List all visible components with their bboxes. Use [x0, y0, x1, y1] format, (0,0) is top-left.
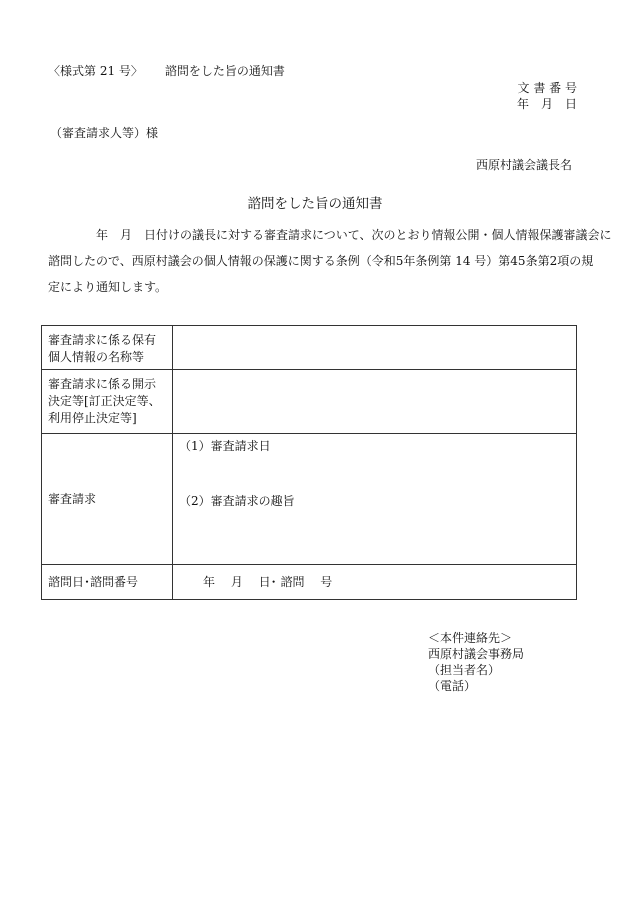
contact-phone: （電話）: [428, 679, 477, 693]
body-line-2: 諮問したので、西原村議会の個人情報の保護に関する条例（令和5年条例第 14 号）第45条第2項の規: [48, 254, 594, 268]
request-date-item: （1）審査請求日: [179, 439, 271, 453]
value-cell-record-name: [173, 326, 577, 370]
label-text: 審査請求に係る保有: [48, 333, 157, 347]
label-cell-consult-date: 諮問日･諮問番号: [42, 565, 173, 600]
body-line-3: 定により通知します。: [48, 280, 168, 294]
label-text: 決定等[訂正決定等、: [48, 394, 161, 408]
label-cell-request: 審査請求: [42, 434, 173, 565]
label-cell-record-name: [42, 326, 173, 370]
body-paragraph: [48, 222, 612, 300]
contact-heading: ＜本件連絡先＞: [428, 631, 513, 645]
document-date: 年 月 日: [516, 97, 577, 111]
table-row: [42, 326, 577, 370]
form-title-small: 諮問をした旨の通知書: [164, 64, 285, 78]
addressee: （審査請求人等）様: [50, 126, 159, 140]
label-text: 利用停止決定等]: [48, 411, 137, 425]
form-number: 〈様式第 21 号〉: [48, 64, 143, 78]
table-row: [42, 434, 577, 565]
contact-block: [428, 630, 524, 694]
value-cell-consult-date: [173, 565, 577, 600]
form-number-line: [48, 62, 285, 79]
document-title: 諮問をした旨の通知書: [247, 196, 383, 212]
label-cell-decision: [42, 370, 173, 434]
contact-office: 西原村議会事務局: [428, 647, 525, 661]
sender: 西原村議会議長名: [475, 158, 572, 172]
request-table: [41, 325, 577, 600]
label-text: 審査請求に係る開示: [48, 377, 157, 391]
document-header-right: [517, 80, 577, 112]
label-text: 個人情報の名称等: [48, 350, 145, 364]
value-cell-request: [173, 434, 577, 565]
table-row: [42, 565, 577, 600]
consult-date-value: 年 月 日･ 諮問 号: [203, 575, 333, 589]
document-number: 文 書 番 号: [517, 81, 577, 95]
body-line-1: 年 月 日付けの議長に対する審査請求について、次のとおり情報公開・個人情報保護審議会に: [96, 228, 612, 242]
value-cell-decision: [173, 370, 577, 434]
request-purpose-item: （2）審査請求の趣旨: [179, 494, 295, 508]
table-row: [42, 370, 577, 434]
contact-person: （担当者名）: [428, 663, 501, 677]
